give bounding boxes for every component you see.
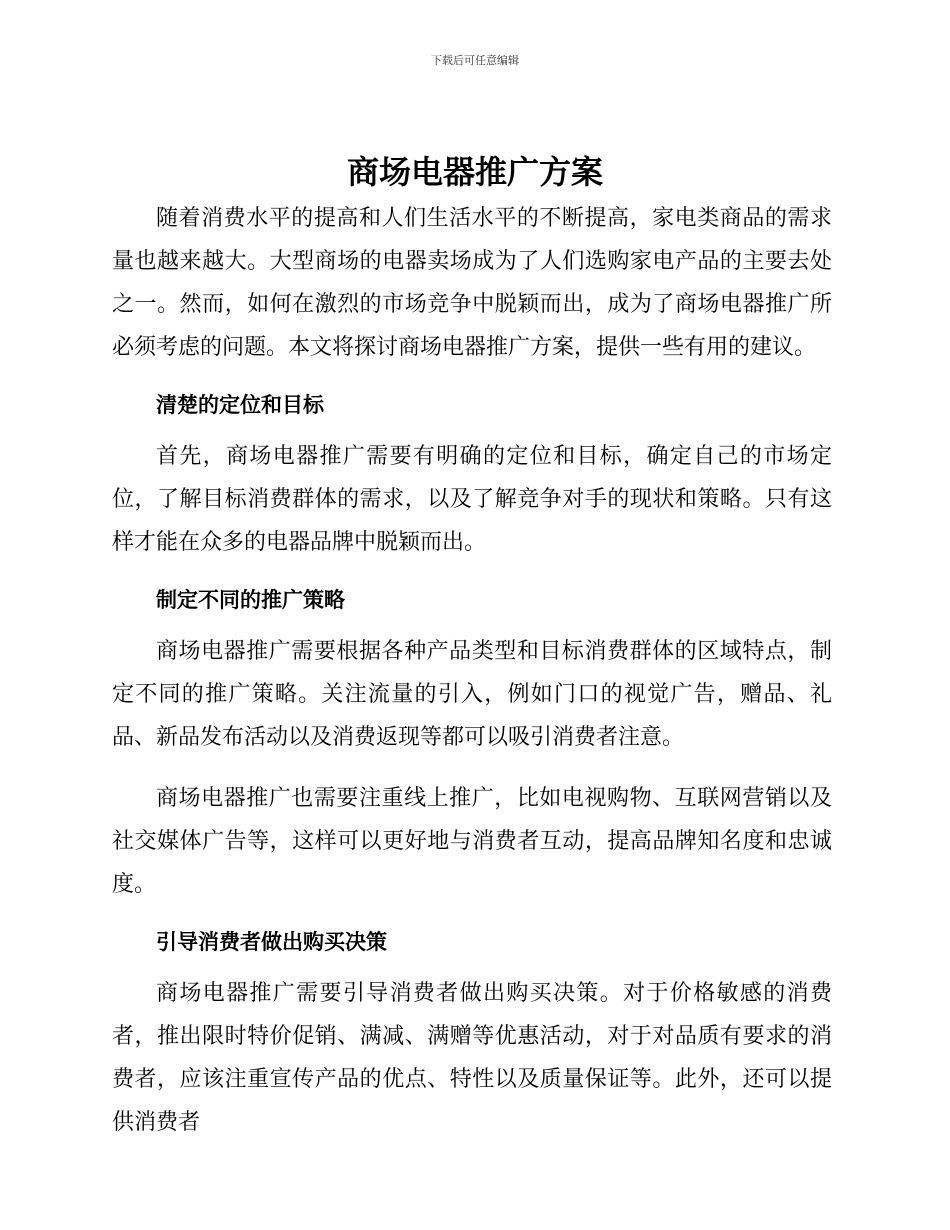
section-paragraph: 商场电器推广需要引导消费者做出购买决策。对于价格敏感的消费者，推出限时特价促销、满减、满赠等优惠活动，对于对品质有要求的消费者，应该注重宣传产品的优点、特性以及质量保证等。此外，还可以提供消费者 xyxy=(112,981,832,1135)
section-paragraph: 商场电器推广也需要注重线上推广，比如电视购物、互联网营销以及社交媒体广告等，这样可以更好地与消费者互动，提高品牌知名度和忠诚度。 xyxy=(112,786,832,897)
section-paragraph: 商场电器推广需要根据各种产品类型和目标消费群体的区域特点，制定不同的推广策略。关注流量的引入，例如门口的视觉广告，赠品、礼品、新品发布活动以及消费返现等都可以吸引消费者注意。 xyxy=(112,639,832,750)
section-heading-positioning: 清楚的定位和目标 xyxy=(156,393,324,417)
section-heading-strategy: 制定不同的推广策略 xyxy=(156,588,345,612)
section-heading-purchase-decision: 引导消费者做出购买决策 xyxy=(156,930,387,954)
section-paragraph: 首先，商场电器推广需要有明确的定位和目标，确定自己的市场定位，了解目标消费群体的需求，以及了解竞争对手的现状和策略。只有这样才能在众多的电器品牌中脱颖而出。 xyxy=(112,444,832,555)
page-header-note: 下载后可任意编辑 xyxy=(431,54,519,67)
intro-paragraph: 随着消费水平的提高和人们生活水平的不断提高，家电类商品的需求量也越来越大。大型商场的电器卖场成为了人们选购家电产品的主要去处之一。然而，如何在激烈的市场竞争中脱颖而出，成为了商场电器推广所必须考虑的问题。本文将探讨商场电器推广方案，提供一些有用的建议。 xyxy=(112,206,832,360)
document-title: 商场电器推广方案 xyxy=(346,153,603,191)
document-body xyxy=(112,197,832,1144)
